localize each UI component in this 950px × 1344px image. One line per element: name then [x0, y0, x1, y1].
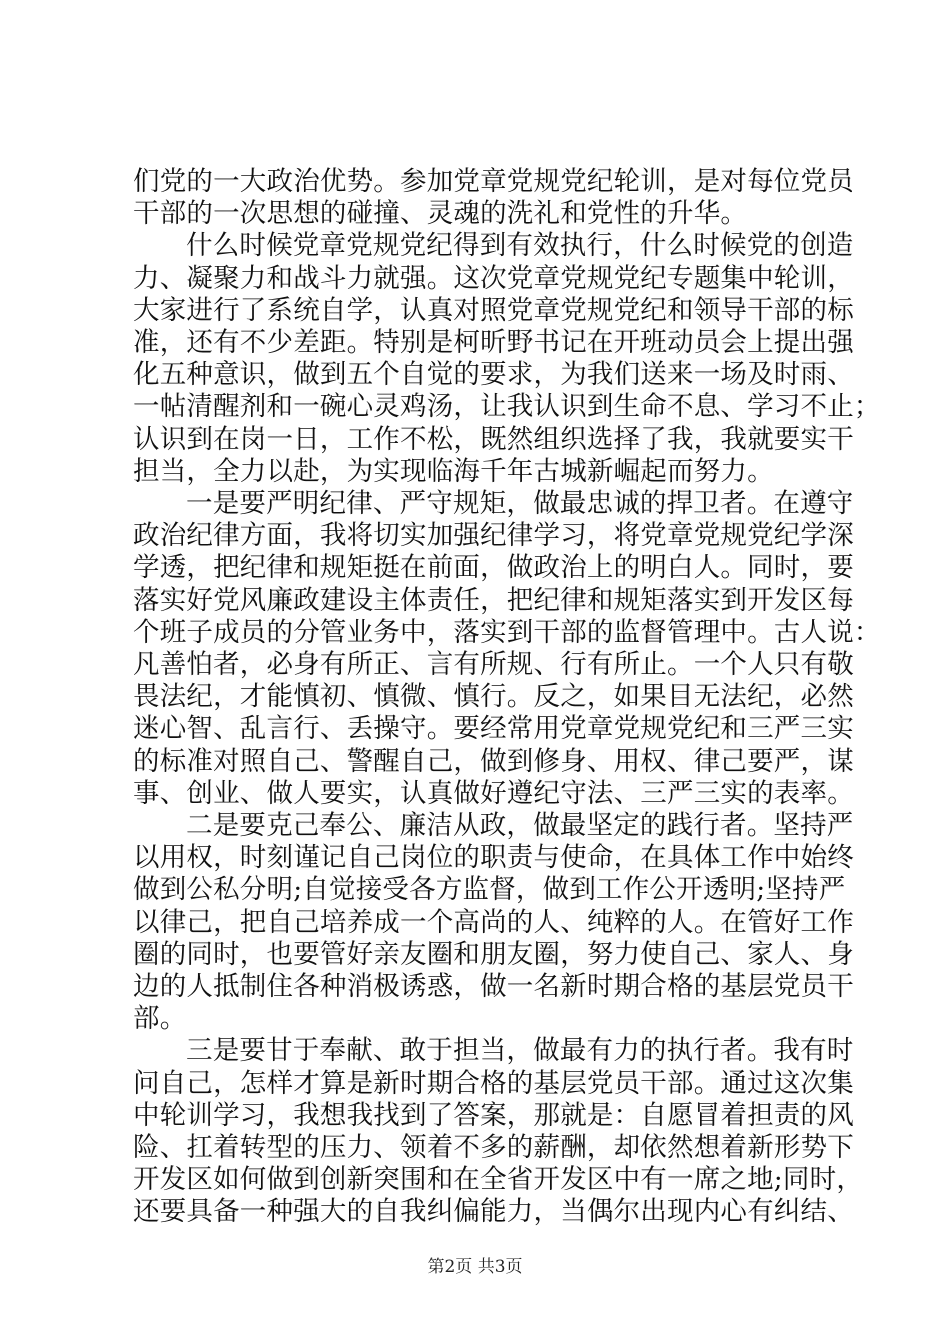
- text-line: 干部的一次思想的碰撞、灵魂的洗礼和党性的升华。: [133, 198, 748, 230]
- text-line: 们党的一大政治优势。参加党章党规党纪轮训，是对每位党员: [133, 166, 854, 197]
- text-line: 个班子成员的分管业务中，落实到干部的监督管理中。古人说：: [133, 616, 881, 648]
- text-line: 畏法纪，才能慎初、慎微、慎行。反之，如果目无法纪，必然: [133, 681, 854, 713]
- text-line: 凡善怕者，必身有所正、言有所规、行有所止。一个人只有敬: [133, 649, 854, 680]
- text-line: 一帖清醒剂和一碗心灵鸡汤，让我认识到生命不息、学习不止；: [133, 391, 881, 423]
- paragraph-first-line: 二是要克己奉公、廉洁从政，做最坚定的践行者。坚持严: [186, 810, 854, 841]
- text-line: 力、凝聚力和战斗力就强。这次党章党规党纪专题集中轮训，: [133, 262, 854, 294]
- text-line: 迷心智、乱言行、丢操守。要经常用党章党规党纪和三严三实: [133, 713, 854, 745]
- text-line: 圈的同时，也要管好亲友圈和朋友圈，努力使自己、家人、身: [133, 938, 854, 970]
- text-line: 化五种意识，做到五个自觉的要求，为我们送来一场及时雨、: [133, 359, 854, 391]
- text-line: 事、创业、做人要实，认真做好遵纪守法、三严三实的表率。: [133, 777, 854, 809]
- text-line: 问自己，怎样才算是新时期合格的基层党员干部。通过这次集: [133, 1067, 854, 1099]
- text-line: 中轮训学习，我想我找到了答案，那就是：自愿冒着担责的风: [133, 1099, 854, 1131]
- text-line: 担当，全力以赴，为实现临海千年古城新崛起而努力。: [133, 455, 774, 487]
- text-line: 部。: [133, 1003, 187, 1035]
- text-line: 准，还有不少差距。特别是柯昕野书记在开班动员会上提出强: [133, 327, 854, 358]
- text-line: 以律己，把自己培养成一个高尚的人、纯粹的人。在管好工作: [133, 906, 854, 938]
- page-number-footer: 第2页 共3页: [427, 1257, 523, 1277]
- text-line: 认识到在岗一日，工作不松，既然组织选择了我，我就要实干: [133, 423, 854, 455]
- paragraph-first-line: 一是要严明纪律、严守规矩，做最忠诚的捍卫者。在遵守: [186, 488, 854, 519]
- paragraph-first-line: 什么时候党章党规党纪得到有效执行，什么时候党的创造: [186, 230, 854, 262]
- text-line: 开发区如何做到创新突围和在全省开发区中有一席之地;同时，: [133, 1164, 864, 1196]
- paragraph-first-line: 三是要甘于奉献、敢于担当，做最有力的执行者。我有时: [186, 1035, 854, 1067]
- text-line: 落实好党风廉政建设主体责任，把纪律和规矩落实到开发区每: [133, 584, 854, 616]
- text-line: 边的人抵制住各种消极诱惑，做一名新时期合格的基层党员干: [133, 971, 854, 1002]
- text-line: 以用权，时刻谨记自己岗位的职责与使命，在具体工作中始终: [133, 842, 854, 874]
- text-line: 大家进行了系统自学，认真对照党章党规党纪和领导干部的标: [133, 294, 854, 326]
- text-line: 还要具备一种强大的自我纠偏能力，当偶尔出现内心有纠结、: [133, 1196, 854, 1228]
- text-line: 做到公私分明;自觉接受各方监督，做到工作公开透明;坚持严: [133, 874, 846, 906]
- text-line: 学透，把纪律和规矩挺在前面，做政治上的明白人。同时，要: [133, 552, 854, 584]
- text-line: 险、扛着转型的压力、领着不多的薪酬，却依然想着新形势下: [133, 1132, 854, 1163]
- text-line: 的标准对照自己、警醒自己，做到修身、用权、律己要严，谋: [133, 745, 854, 777]
- text-line: 政治纪律方面，我将切实加强纪律学习，将党章党规党纪学深: [133, 520, 854, 552]
